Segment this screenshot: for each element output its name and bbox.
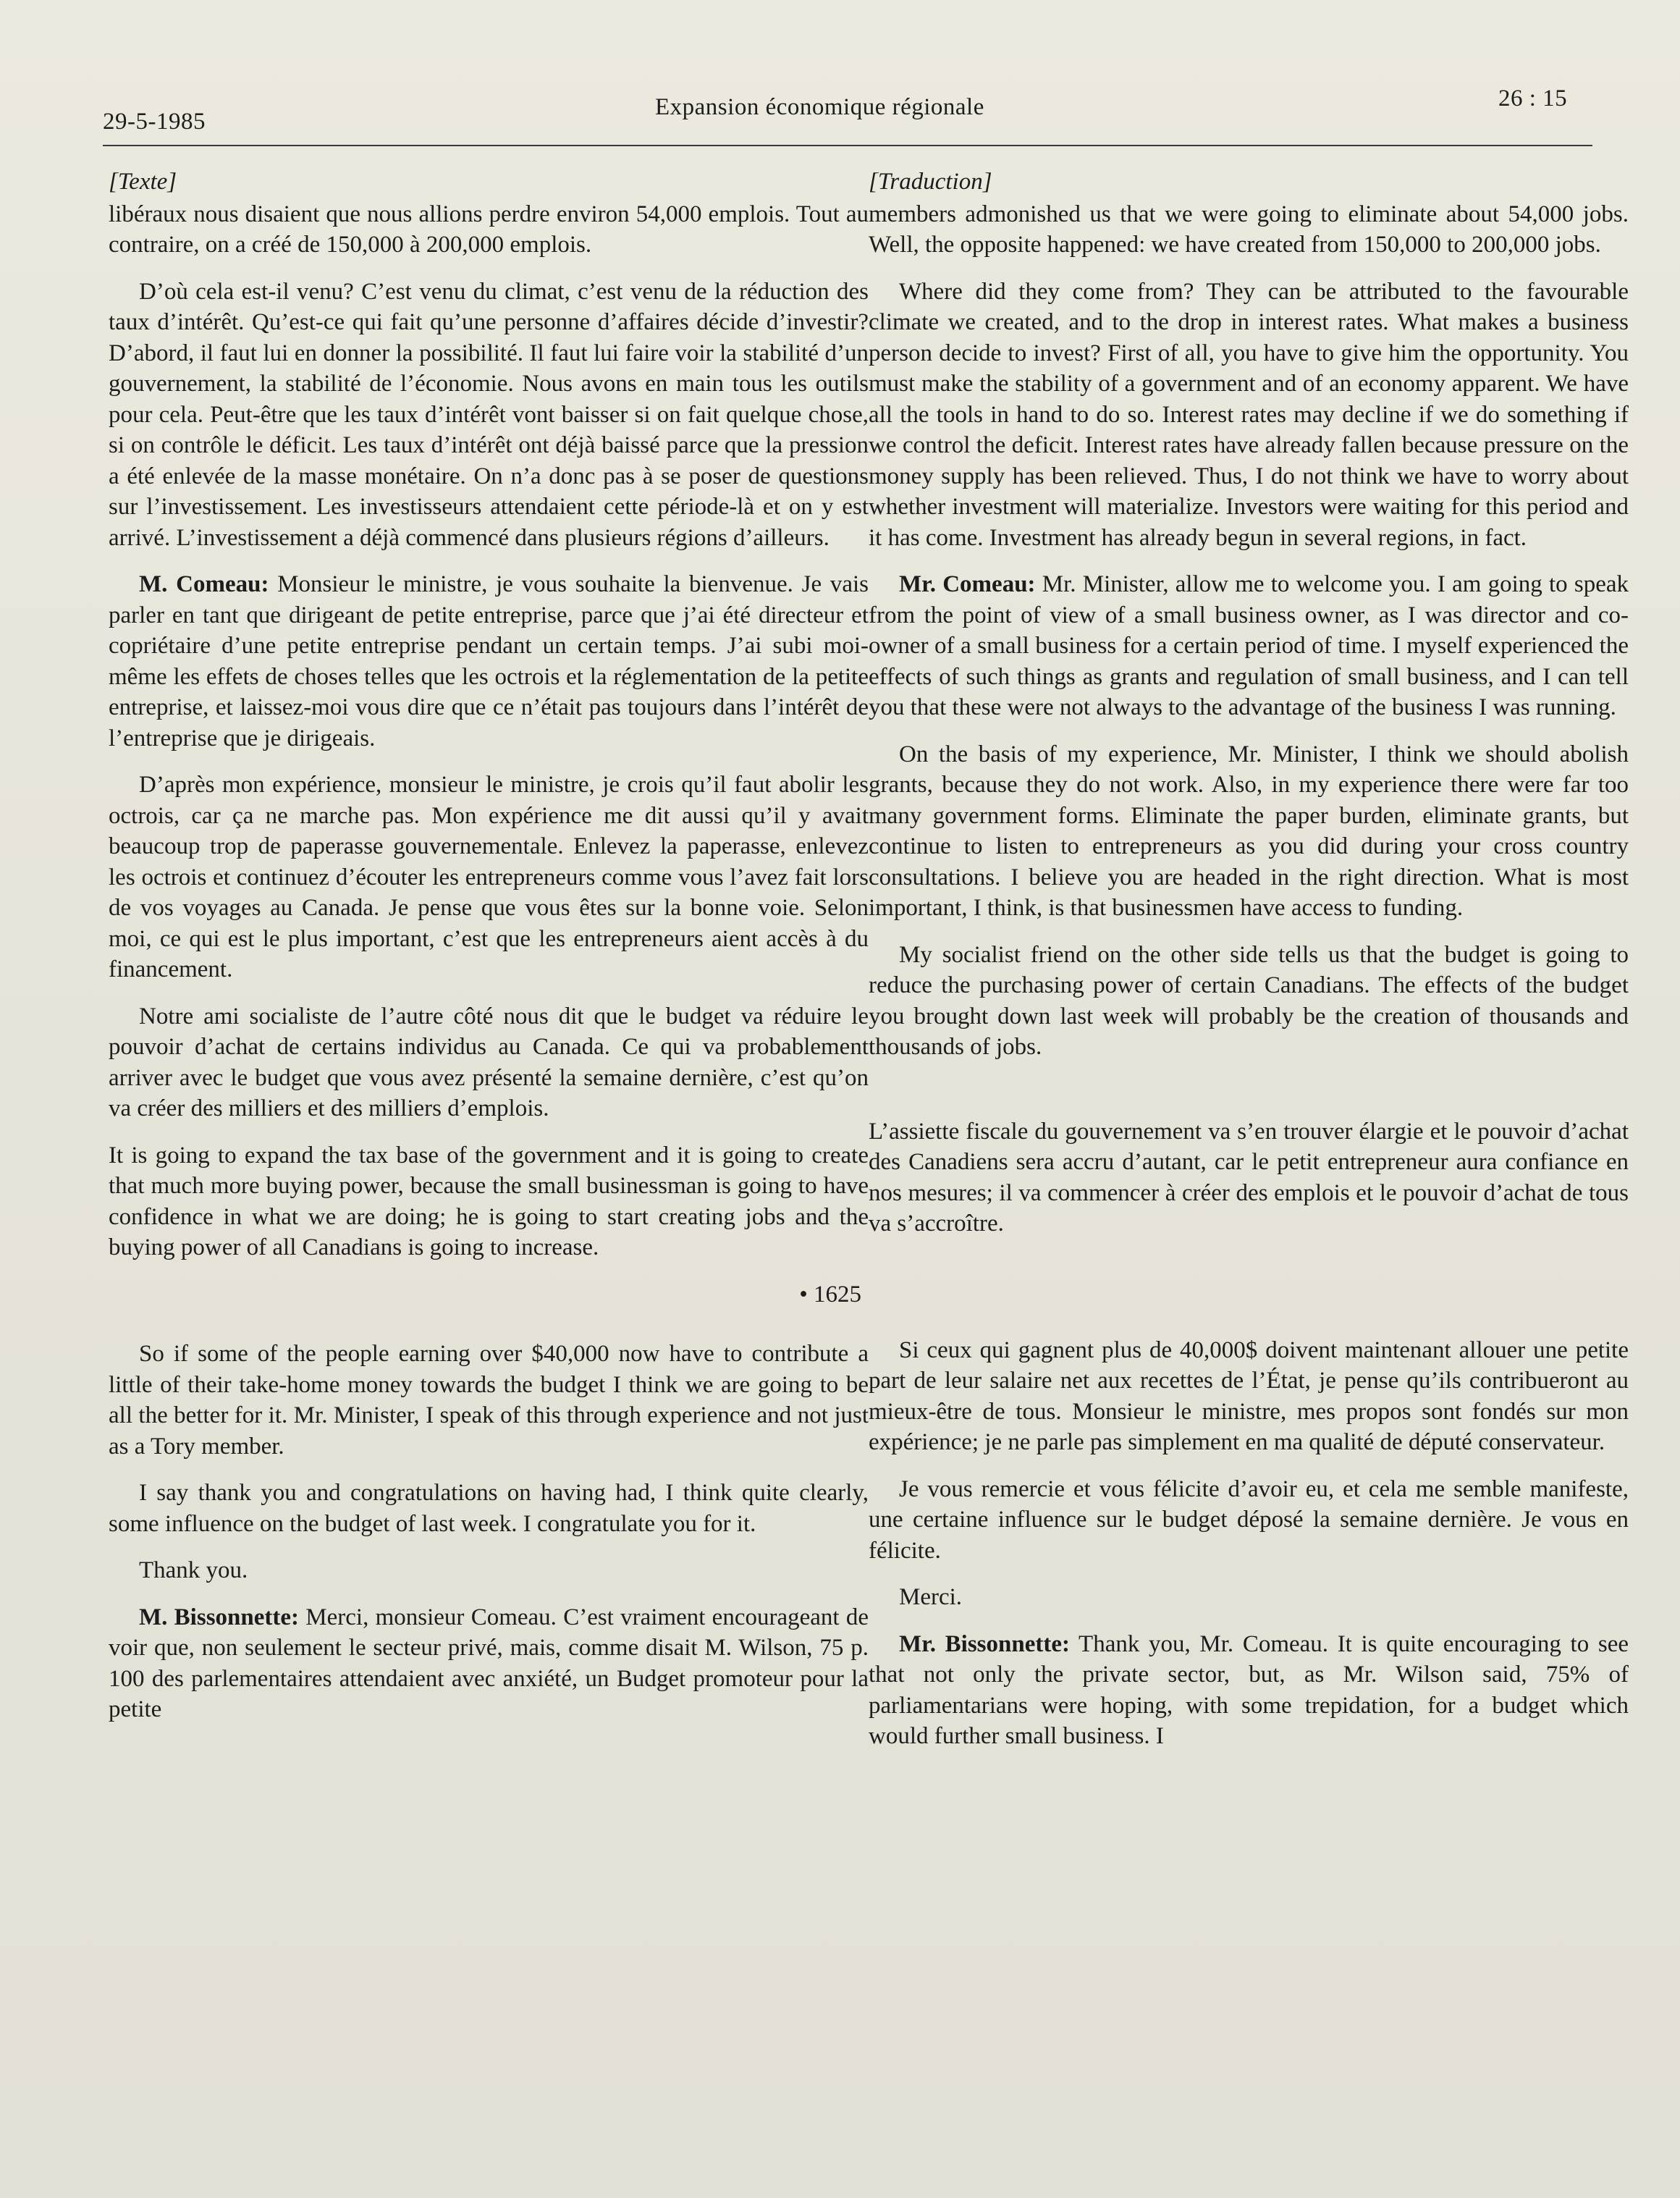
- paragraph: Je vous remercie et vous félicite d’avoir eu, et cela me semble manifeste, une certaine influence sur le budget déposé la semaine dernière. Je vous en félicite.: [869, 1475, 1629, 1564]
- speaker-name: M. Comeau:: [139, 571, 269, 597]
- header-date: 29-5-1985: [103, 109, 206, 135]
- paragraph: On the basis of my experience, Mr. Minister, I think we should abolish grants, because they do not work. Also, in my experience there were far too many government forms. Eliminate the paper burden, eliminate grants, but continue to listen to entrepreneurs as you did during your cross country consultations. I believe you are headed in the right direction. What is most important, I think, is that businessmen have access to funding.: [869, 741, 1629, 921]
- speech-text: Mr. Minister, allow me to welcome you. I am going to speak from the point of view of a small business owner, as I was director and co-owner of a small business for a certain period of time. I myself experienced the effects of such things as grants and regulation of small business, and I can tell you that these were not always to the advantage of the business I was running.: [869, 571, 1629, 720]
- paragraph: libéraux nous disaient que nous allions perdre environ 54,000 emplois. Tout au contraire, on a créé de 150,000 à 200,000 emplois.: [109, 201, 869, 258]
- time-marker: • 1625: [799, 1281, 861, 1308]
- paragraph: Si ceux qui gagnent plus de 40,000$ doivent maintenant allouer une petite part de leur salaire net aux recettes de l’État, je pense qu’ils contribueront au mieux-être de tous. Monsieur le ministre, mes propos sont fondés sur mon expérience; je ne parle pas simplement en ma qualité de député conservateur.: [869, 1336, 1629, 1455]
- speech-text: Monsieur le ministre, je vous souhaite la bienvenue. Je vais parler en tant que dirigeant de petite entreprise, parce que j’ai été directeur et copriétaire d’une petite entreprise pendant un certain temps. J’ai subi moi-même les effets de choses telles que les octrois et la réglementation de la petite entreprise, et laissez-moi vous dire que ce n’était pas toujours dans l’intérêt de l’entreprise que je dirigeais.: [109, 571, 869, 751]
- paragraph: D’après mon expérience, monsieur le ministre, je crois qu’il faut abolir les octrois, car ça ne marche pas. Mon expérience me dit aussi qu’il y avait beaucoup trop de paperasse gouvernementale. Enlevez la paperasse, enlevez les octrois et continuez d’écouter les entrepreneurs comme vous l’avez fait lors de vos voyages au Canada. Je pense que vous êtes sur la bonne voie. Selon moi, ce qui est le plus important, c’est que les entrepreneurs aient accès à du financement.: [109, 772, 869, 982]
- speech-paragraph: [109, 1602, 869, 1725]
- column-tag: [Texte]: [109, 169, 177, 195]
- header-title: Expansion économique régionale: [655, 94, 984, 120]
- column-tag: [Traduction]: [869, 169, 992, 195]
- speaker-name: Mr. Bissonnette:: [899, 1630, 1070, 1657]
- header-page-number: 26 : 15: [1498, 85, 1568, 111]
- speech-paragraph: [869, 569, 1629, 723]
- paragraph: D’où cela est-il venu? C’est venu du climat, c’est venu de la réduction des taux d’intérêt. Qu’est-ce qui fait qu’une personne d’affaires décide d’investir? D’abord, il faut lui en donner la possibilité. Il faut lui faire voir la stabilité d’un gouvernement, la stabilité de l’économie. Nous avons en main tous les outils pour cela. Peut-être que les taux d’intérêt vont baisser si on fait quelque chose, si on contrôle le déficit. Les taux d’intérêt ont déjà baissé parce que la pression a été enlevée de la masse monétaire. On n’a donc pas à se poser de questions sur l’investissement. Les investisseurs attendaient cette période-là et on y est arrivé. L’investissement a déjà commencé dans plusieurs régions d’ailleurs.: [109, 278, 869, 551]
- speaker-name: M. Bissonnette:: [139, 1604, 300, 1630]
- paragraph: So if some of the people earning over $40,000 now have to contribute a little of their take-home money towards the budget I think we are going to be all the better for it. Mr. Minister, I speak of this through experience and not just as a Tory member.: [109, 1341, 869, 1460]
- paragraph: L’assiette fiscale du gouvernement va s’en trouver élargie et le pouvoir d’achat des Canadiens sera accru d’autant, car le petit entrepreneur aura confiance en nos mesures; il va commencer à créer des emplois et le pouvoir d’achat de tous va s’accroître.: [869, 1118, 1629, 1237]
- spacer: [869, 1079, 1629, 1116]
- speech-text: Merci, monsieur Comeau. C’est vraiment encourageant de voir que, non seulement le secteur privé, mais, comme disait M. Wilson, 75 p. 100 des parlementaires attendaient avec anxiété, un Budget promoteur pour la petite: [109, 1604, 869, 1722]
- speech-paragraph: [109, 569, 869, 754]
- paragraph: I say thank you and congratulations on having had, I think quite clearly, some influence on the budget of last week. I congratulate you for it.: [109, 1480, 869, 1537]
- paragraph: Thank you.: [139, 1557, 248, 1583]
- paragraph: members admonished us that we were going to eliminate about 54,000 jobs. Well, the opposite happened: we have created from 150,000 to 200,000 jobs.: [869, 201, 1629, 258]
- paragraph: My socialist friend on the other side tells us that the budget is going to reduce the purchasing power of certain Canadians. The effects of the budget you brought down last week will probably be the creation of thousands and thousands of jobs.: [869, 941, 1629, 1060]
- speaker-name: Mr. Comeau:: [899, 571, 1036, 597]
- paragraph: Notre ami socialiste de l’autre côté nous dit que le budget va réduire le pouvoir d’achat de certains individus au Canada. Ce qui va probablement arriver avec le budget que vous avez présenté la semaine dernière, c’est qu’on va créer des milliers et des milliers d’emplois.: [109, 1003, 869, 1121]
- spacer: [869, 1255, 1629, 1335]
- speech-paragraph: [869, 1629, 1629, 1752]
- left-column: [109, 167, 869, 1741]
- speech-text: Thank you, Mr. Comeau. It is quite encouraging to see that not only the private sector, but, as Mr. Wilson said, 75% of parliamentarians were hoping, with some trepidation, for a budget which would further small business. I: [869, 1630, 1629, 1749]
- paragraph: Where did they come from? They can be attributed to the favourable climate we created, and to the drop in interest rates. What makes a business person decide to invest? First of all, you have to give him the opportunity. You must make the stability of a government and of an economy apparent. We have all the tools in hand to do so. Interest rates may decline if we do something if we control the deficit. Interest rates have already fallen because pressure on the money supply has been relieved. Thus, I do not think we have to worry about whether investment will materialize. Investors were waiting for this period and it has come. Investment has already begun in several regions, in fact.: [869, 278, 1629, 551]
- right-column: [869, 167, 1629, 1768]
- paragraph: It is going to expand the tax base of the government and it is going to create that much more buying power, because the small businessman is going to have confidence in what we are doing; he is going to start creating jobs and the buying power of all Canadians is going to increase.: [109, 1142, 869, 1260]
- paragraph: Merci.: [899, 1584, 963, 1610]
- header-rule: [103, 145, 1592, 146]
